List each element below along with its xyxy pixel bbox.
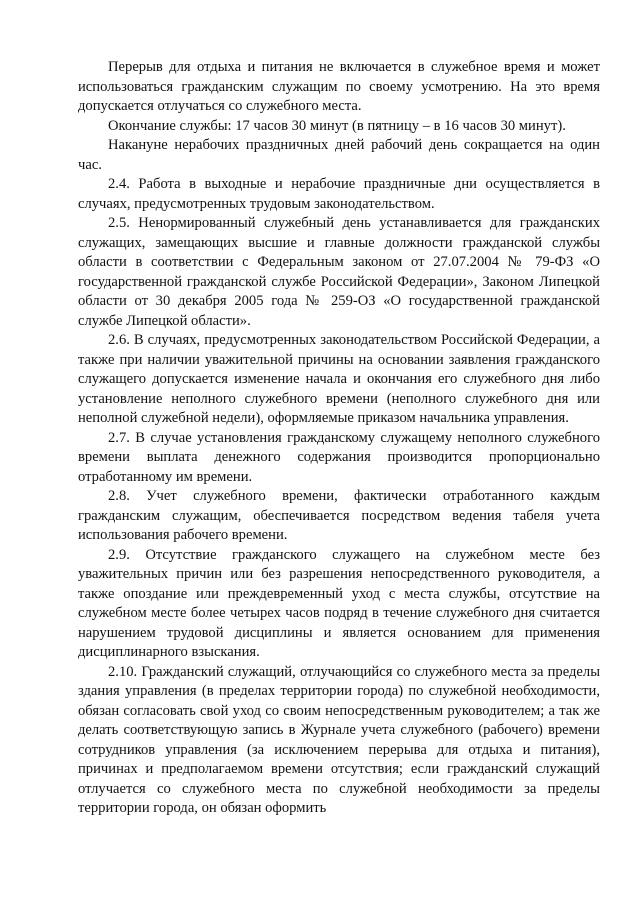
paragraph-2-7: 2.7. В случае установления гражданскому служащему неполного служебного времени выплата денежного содержания производится пропорционально отработанному им времени. [78,429,600,485]
paragraph-2-6: 2.6. В случаях, предусмотренных законодательством Российской Федерации, а также при наличии уважительной причины на основании заявления гражданского служащего допускается изменение начала и окончания его служебного дня либо установление неполного служебного времени (неполного служебного дня или неполной служебной недели), оформляемые приказом начальника управления. [78,332,600,426]
paragraph-2-9: 2.9. Отсутствие гражданского служащего на служебном месте без уважительных причин или без разрешения непосредственного руководителя, а также опоздание или преждевременный уход с места службы, отсутствие на служебном месте более четырех часов подряд в течение служебного дня считается нарушением трудовой дисциплины и является основанием для применения дисциплинарного взыскания. [78,546,600,660]
paragraph-2-10: 2.10. Гражданский служащий, отлучающийся со служебного места за пределы здания управления (в пределах территории города) по служебной необходимости, обязан согласовать свой уход со своим непосредственным руководителем; а так же делать соответствующую запись в Журнале учета служебного (рабочего) времени сотрудников управления (за исключением перерыва для отдыха и питания), причинах и предполагаемом времени отсутствия; если гражданский служащий отлучается со служебного места по служебной необходимости за пределы территории города, он обязан оформить [78,663,600,816]
paragraph-2-8: 2.8. Учет служебного времени, фактически отработанного каждым гражданским служащим, обеспечивается посредством ведения табеля учета использования рабочего времени. [78,488,600,543]
paragraph-break-rule: Перерыв для отдыха и питания не включается в служебное время и может использоваться гражданским служащим по своему усмотрению. На это время допускается отлучаться со служебного места. [78,59,600,114]
paragraph-2-4: 2.4. Работа в выходные и нерабочие праздничные дни осуществляется в случаях, предусмотренных трудовым законодательством. [78,176,600,212]
paragraph-end-of-service: Окончание службы: 17 часов 30 минут (в пятницу – в 16 часов 30 минут). [108,117,566,134]
paragraph-pre-holiday: Накануне нерабочих праздничных дней рабочий день сокращается на один час. [78,137,600,173]
document-text-body [78,58,600,819]
paragraph-2-5: 2.5. Ненормированный служебный день устанавливается для гражданских служащих, замещающих высшие и главные должности гражданской службы области в соответствии с Федеральным законом от 27.07.2004 № 79-ФЗ «О государственной гражданской службе Российской Федерации», Законом Липецкой области от 30 декабря 2005 года № 259-ОЗ «О государственной гражданской службе Липецкой области». [78,215,600,329]
